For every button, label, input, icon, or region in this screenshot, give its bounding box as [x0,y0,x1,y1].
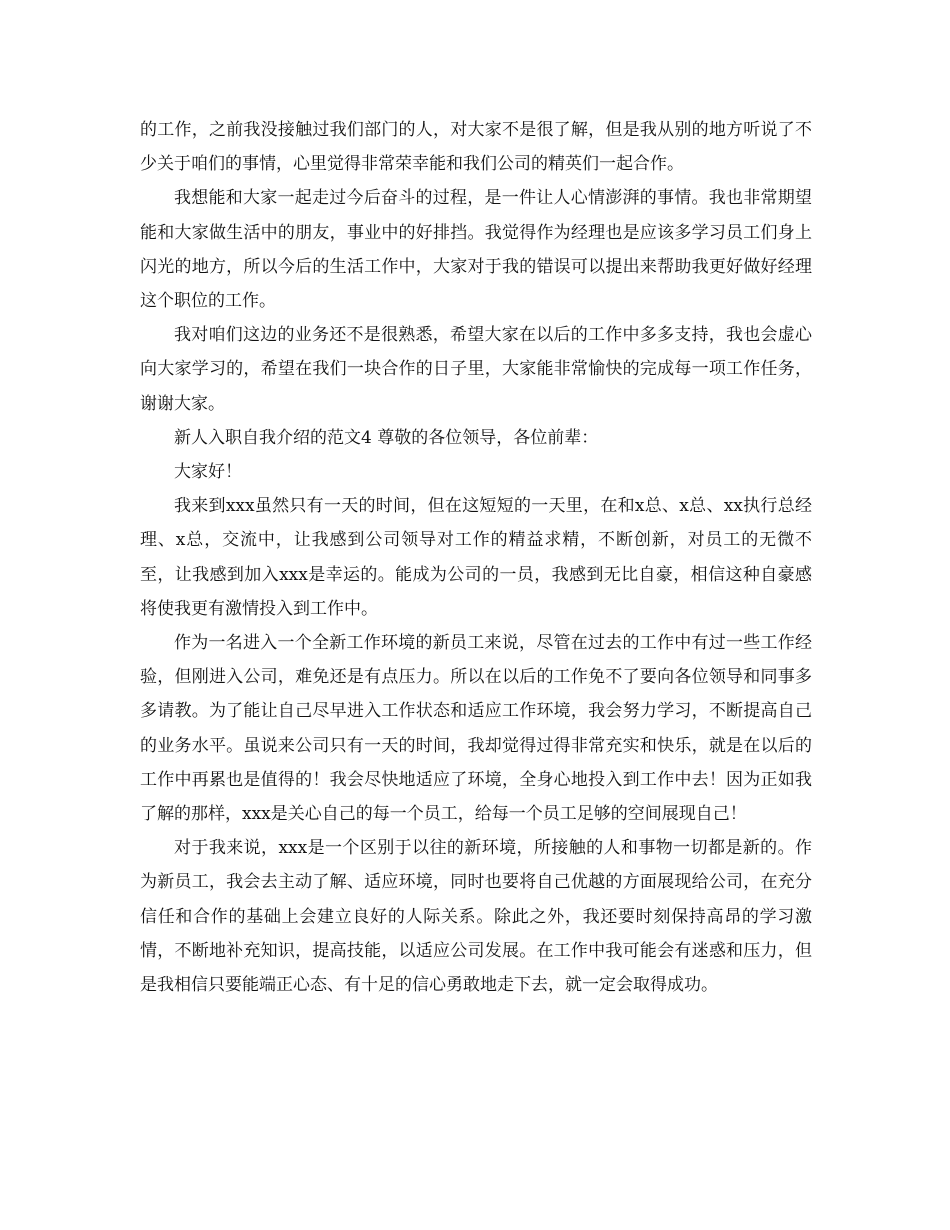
paragraph: 我对咱们这边的业务还不是很熟悉，希望大家在以后的工作中多多支持，我也会虚心向大家学习的，希望在我们一块合作的日子里，大家能非常愉快的完成每一项工作任务，谢谢大家。 [140,325,812,414]
section-heading: 新人入职自我介绍的范文4 尊敬的各位领导，各位前辈： [174,427,599,448]
document-body [140,113,812,1002]
paragraph: 的工作，之前我没接触过我们部门的人，对大家不是很了解，但是我从别的地方听说了不少关于咱们的事情，心里觉得非常荣幸能和我们公司的精英们一起合作。 [140,120,812,175]
greeting: 大家好！ [174,462,242,483]
paragraph: 作为一名进入一个全新工作环境的新员工来说，尽管在过去的工作中有过一些工作经验，但刚进入公司，难免还是有点压力。所以在以后的工作免不了要向各位领导和同事多多请教。为了能让自己尽早进入工作状态和适应工作环境，我会努力学习，不断提高自己的业务水平。虽说来公司只有一天的时间，我却觉得过得非常充实和快乐，就是在以后的工作中再累也是值得的！我会尽快地适应了环境，全身心地投入到工作中去！因为正如我了解的那样，xxx是关心自己的每一个员工，给每一个员工足够的空间展现自己！ [140,633,812,825]
paragraph: 我来到xxx虽然只有一天的时间，但在这短短的一天里，在和x总、x总、xx执行总经理、x总，交流中，让我感到公司领导对工作的精益求精，不断创新，对员工的无微不至，让我感到加入xxx是幸运的。能成为公司的一员，我感到无比自豪，相信这种自豪感将使我更有激情投入到工作中。 [140,496,812,619]
paragraph: 对于我来说，xxx是一个区别于以往的新环境，所接触的人和事物一切都是新的。作为新员工，我会去主动了解、适应环境，同时也要将自己优越的方面展现给公司，在充分信任和合作的基础上会建立良好的人际关系。除此之外，我还要时刻保持高昂的学习激情，不断地补充知识，提高技能，以适应公司发展。在工作中我可能会有迷惑和压力，但是我相信只要能端正心态、有十足的信心勇敢地走下去，就一定会取得成功。 [140,838,812,996]
paragraph: 我想能和大家一起走过今后奋斗的过程，是一件让人心情澎湃的事情。我也非常期望能和大家做生活中的朋友，事业中的好排挡。我觉得作为经理也是应该多学习员工们身上闪光的地方，所以今后的生活工作中，大家对于我的错误可以提出来帮助我更好做好经理这个职位的工作。 [140,188,812,312]
